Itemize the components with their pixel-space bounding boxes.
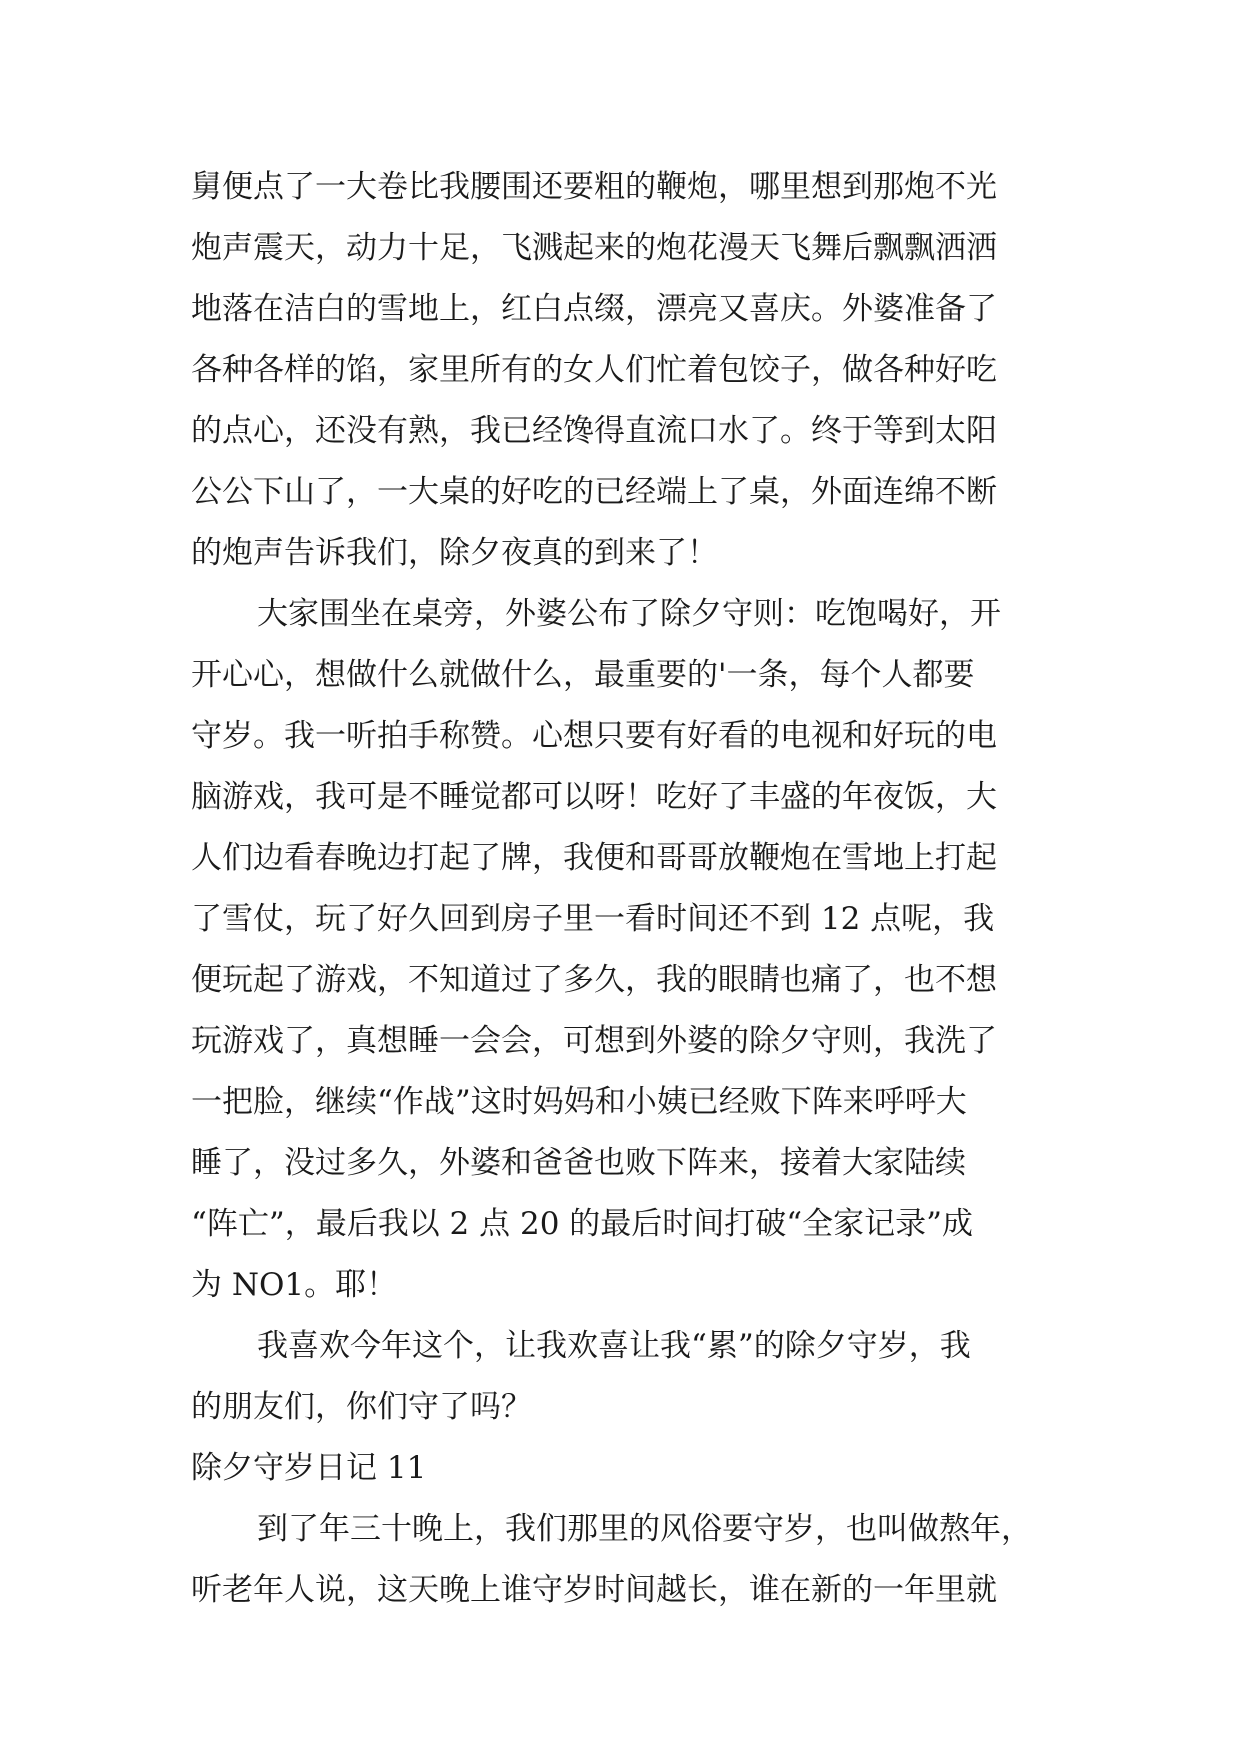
document-body [191, 157, 1061, 1621]
text-line: 开心心，想做什么就做什么，最重要的'一条，每个人都要 [191, 657, 975, 693]
text-line: 除夕守岁日记 11 [191, 1450, 427, 1486]
text-line: 的炮声告诉我们，除夕夜真的到来了！ [191, 535, 718, 571]
text-line: 公公下山了，一大桌的好吃的已经端上了桌，外面连绵不断 [191, 474, 997, 510]
text-line: 舅便点了一大卷比我腰围还要粗的鞭炮，哪里想到那炮不光 [191, 169, 997, 205]
text-line: 了雪仗，玩了好久回到房子里一看时间还不到 12 点呢，我 [191, 901, 995, 937]
text-line: 人们边看春晚边打起了牌，我便和哥哥放鞭炮在雪地上打起 [191, 840, 997, 876]
text-line: 的朋友们，你们守了吗？ [191, 1389, 532, 1425]
text-line: 守岁。我一听拍手称赞。心想只要有好看的电视和好玩的电 [191, 718, 997, 754]
text-line: 为 NO1。耶！ [191, 1267, 398, 1303]
paragraph-start-line: 我喜欢今年这个，让我欢喜让我“累”的除夕守岁，我 [257, 1328, 971, 1364]
text-line: 地落在洁白的雪地上，红白点缀，漂亮又喜庆。外婆准备了 [191, 291, 997, 327]
text-line: “阵亡”，最后我以 2 点 20 的最后时间打破“全家记录”成 [191, 1206, 973, 1242]
text-line: 便玩起了游戏，不知道过了多久，我的眼睛也痛了，也不想 [191, 962, 997, 998]
text-line: 一把脸，继续“作战”这时妈妈和小姨已经败下阵来呼呼大 [191, 1084, 967, 1120]
text-line: 听老年人说，这天晚上谁守岁时间越长，谁在新的一年里就 [191, 1572, 997, 1608]
paragraph-start-line: 大家围坐在桌旁，外婆公布了除夕守则：吃饱喝好，开 [257, 596, 1001, 632]
text-line: 的点心，还没有熟，我已经馋得直流口水了。终于等到太阳 [191, 413, 997, 449]
text-line: 炮声震天，动力十足，飞溅起来的炮花漫天飞舞后飘飘洒洒 [191, 230, 997, 266]
paragraph-start-line: 到了年三十晚上，我们那里的风俗要守岁，也叫做熬年， [257, 1511, 1032, 1547]
text-line: 脑游戏，我可是不睡觉都可以呀！吃好了丰盛的年夜饭，大 [191, 779, 997, 815]
text-line: 各种各样的馅，家里所有的女人们忙着包饺子，做各种好吃 [191, 352, 997, 388]
text-line: 玩游戏了，真想睡一会会，可想到外婆的除夕守则，我洗了 [191, 1023, 997, 1059]
text-line: 睡了，没过多久，外婆和爸爸也败下阵来，接着大家陆续 [191, 1145, 966, 1181]
